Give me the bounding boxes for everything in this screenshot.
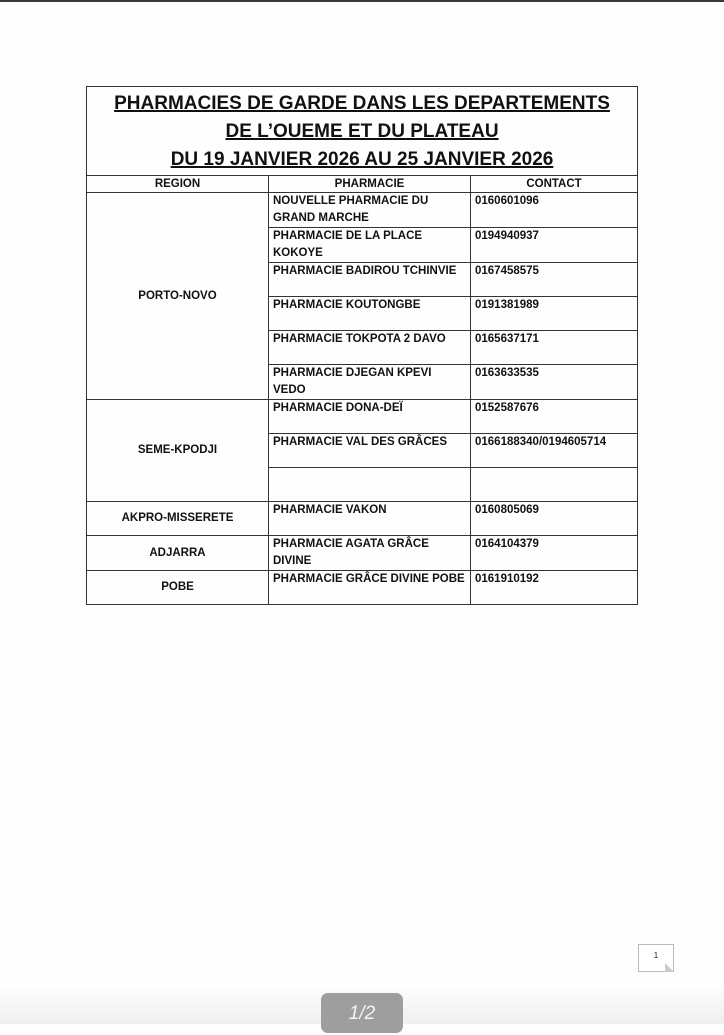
title-line-2: DE L’OUEME ET DU PLATEAU [225, 121, 499, 142]
table-row [87, 502, 638, 536]
pharmacie-cell: NOUVELLE PHARMACIE DU GRAND MARCHE [269, 193, 471, 228]
table-row [87, 400, 638, 434]
table-title [87, 87, 638, 176]
contact-cell: 0164104379 [471, 536, 638, 571]
region-cell: ADJARRA [87, 536, 269, 571]
page-indicator[interactable]: 1/2 [321, 993, 403, 1033]
col-header-pharmacie: PHARMACIE [269, 176, 471, 193]
pharmacie-cell: PHARMACIE DONA-DEÏ [269, 400, 471, 434]
col-header-region: REGION [87, 176, 269, 193]
contact-cell: 0160805069 [471, 502, 638, 536]
document-page [86, 86, 637, 605]
pharmacie-cell: PHARMACIE TOKPOTA 2 DAVO [269, 331, 471, 365]
page-number-badge [638, 944, 674, 972]
contact-cell: 0160601096 [471, 193, 638, 228]
pharmacie-cell: PHARMACIE VAKON [269, 502, 471, 536]
pharmacie-cell: PHARMACIE DE LA PLACE KOKOYE [269, 228, 471, 263]
title-line-1: PHARMACIES DE GARDE DANS LES DEPARTEMENTS [114, 93, 610, 114]
contact-cell [471, 468, 638, 502]
contact-cell: 0167458575 [471, 263, 638, 297]
pharmacie-cell: PHARMACIE AGATA GRÂCE DIVINE [269, 536, 471, 571]
pharmacie-cell: PHARMACIE KOUTONGBE [269, 297, 471, 331]
page-number: 1 [653, 951, 659, 960]
table-row [87, 536, 638, 571]
region-cell: PORTO-NOVO [87, 193, 269, 400]
header-row [87, 176, 638, 193]
contact-cell: 0191381989 [471, 297, 638, 331]
top-border [0, 0, 724, 2]
pharmacie-cell [269, 468, 471, 502]
contact-cell: 0161910192 [471, 571, 638, 605]
pharmacie-cell: PHARMACIE DJEGAN KPEVI VEDO [269, 365, 471, 400]
contact-cell: 0165637171 [471, 331, 638, 365]
table-row [87, 193, 638, 228]
region-cell: POBE [87, 571, 269, 605]
pharmacie-cell: PHARMACIE BADIROU TCHINVIE [269, 263, 471, 297]
pharmacie-cell: PHARMACIE VAL DES GRÂCES [269, 434, 471, 468]
pharmacy-table [86, 86, 638, 605]
table-row [87, 571, 638, 605]
title-row [87, 87, 638, 176]
contact-cell: 0194940937 [471, 228, 638, 263]
region-cell: SEME-KPODJI [87, 400, 269, 502]
table-body [87, 193, 638, 605]
title-line-3: DU 19 JANVIER 2026 AU 25 JANVIER 2026 [170, 149, 554, 170]
region-cell: AKPRO-MISSERETE [87, 502, 269, 536]
pharmacie-cell: PHARMACIE GRÂCE DIVINE POBE [269, 571, 471, 605]
contact-cell: 0163633535 [471, 365, 638, 400]
col-header-contact: CONTACT [471, 176, 638, 193]
contact-cell: 0166188340/0194605714 [471, 434, 638, 468]
page-fold-icon [665, 963, 674, 972]
contact-cell: 0152587676 [471, 400, 638, 434]
